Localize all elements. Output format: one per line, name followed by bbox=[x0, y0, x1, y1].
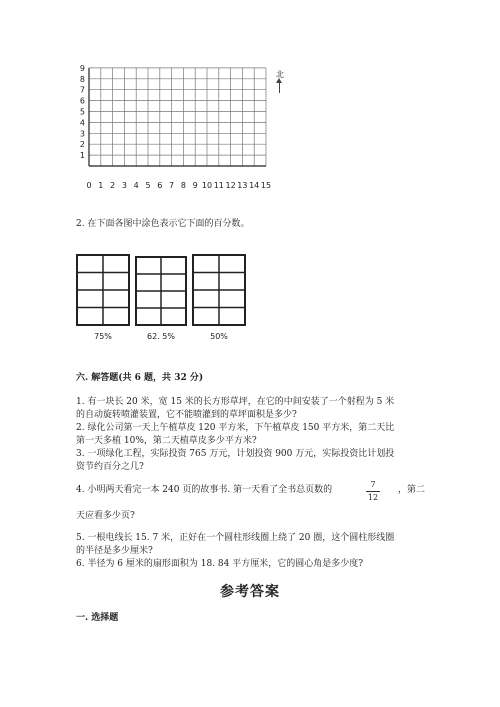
q5-line2: 的半径是多少厘米? bbox=[76, 546, 153, 556]
north-label: 北 bbox=[276, 70, 284, 79]
q6-line1: 6. 半径为 6 厘米的扇形面积为 18. 84 平方厘米，它的圆心角是多少度? bbox=[76, 559, 364, 569]
y-tick-label: 9 bbox=[79, 63, 85, 73]
x-tick-label: 15 bbox=[260, 181, 272, 190]
x-tick-label: 7 bbox=[169, 181, 175, 190]
y-tick-label: 3 bbox=[79, 129, 85, 139]
x-tick-label: 2 bbox=[110, 181, 116, 190]
q4-line2: 天应看多少页? bbox=[76, 511, 135, 521]
x-tick-label: 8 bbox=[180, 181, 186, 190]
q4-fraction-bar bbox=[366, 491, 380, 492]
q3-line1: 3. 一项绿化工程，实际投资 765 万元，计划投资 900 万元，实际投资比计划投 bbox=[76, 449, 395, 459]
grid-svg bbox=[78, 60, 278, 195]
answers-title: 参考答案 bbox=[220, 584, 280, 600]
y-tick-label: 1 bbox=[79, 151, 85, 161]
y-tick-label: 2 bbox=[79, 140, 85, 150]
q4-line1-pre: 4. 小明两天看完一本 240 页的故事书. 第一天看了全书总页数的 bbox=[76, 485, 333, 495]
percent-box-3 bbox=[192, 254, 246, 326]
answers-subtitle: 一. 选择题 bbox=[76, 613, 119, 623]
x-tick-label: 4 bbox=[133, 181, 139, 190]
x-tick-label: 0 bbox=[86, 181, 92, 190]
percent-label-1: 75% bbox=[94, 332, 112, 341]
y-tick-label: 4 bbox=[79, 118, 85, 128]
q5-line1: 5. 一根电线长 15. 7 米，正好在一个圆柱形线圈上绕了 20 圈，这个圆柱形线圈 bbox=[76, 533, 395, 543]
y-tick-label: 8 bbox=[79, 74, 85, 84]
x-tick-label: 13 bbox=[237, 181, 248, 190]
percent-box-2 bbox=[135, 256, 187, 326]
percent-box-2-grid bbox=[135, 256, 187, 326]
y-tick-label: 7 bbox=[79, 85, 85, 95]
percent-box-1 bbox=[76, 254, 130, 326]
q2-text: 2. 在下面各图中涂色表示它下面的百分数。 bbox=[76, 219, 250, 229]
y-tick-label: 5 bbox=[79, 107, 85, 117]
percent-label-2: 62. 5% bbox=[147, 332, 175, 341]
q2-line1: 2. 绿化公司第一天上午植草皮 120 平方米，下午植草皮 150 平方米，第二天比 bbox=[76, 423, 395, 433]
percent-box-3-grid bbox=[192, 254, 246, 326]
q4-fraction-numerator: 7 bbox=[370, 480, 376, 489]
x-tick-label: 11 bbox=[213, 181, 224, 190]
y-tick-label: 6 bbox=[79, 96, 85, 106]
x-tick-label: 12 bbox=[225, 181, 236, 190]
q4-fraction bbox=[366, 480, 380, 503]
north-arrow-head bbox=[276, 78, 282, 83]
percent-label-3: 50% bbox=[210, 332, 228, 341]
x-tick-label: 10 bbox=[201, 181, 213, 190]
x-tick-label: 14 bbox=[249, 181, 260, 190]
q3-line2: 资节约百分之几? bbox=[76, 462, 144, 472]
q4-fraction-denominator: 12 bbox=[367, 493, 379, 502]
q4-line1-post: ，第二 bbox=[398, 485, 426, 495]
q1-line2: 的自动旋转喷灌装置，它不能喷灌到的草坪面积是多少? bbox=[76, 410, 297, 420]
coordinate-grid bbox=[78, 60, 278, 195]
q2-line2: 第一天多植 10%，第二天植草皮多少平方米? bbox=[76, 436, 257, 446]
x-tick-label: 9 bbox=[192, 181, 198, 190]
x-tick-label: 6 bbox=[157, 181, 163, 190]
section6-title: 六. 解答题(共 6 题，共 32 分) bbox=[76, 373, 204, 383]
x-tick-label: 1 bbox=[98, 181, 104, 190]
x-tick-label: 5 bbox=[145, 181, 151, 190]
percent-box-1-grid bbox=[76, 254, 130, 326]
q1-line1: 1. 有一块长 20 米，宽 15 米的长方形草坪，在它的中间安装了一个射程为 5 米 bbox=[76, 397, 395, 407]
x-tick-label: 3 bbox=[121, 181, 127, 190]
